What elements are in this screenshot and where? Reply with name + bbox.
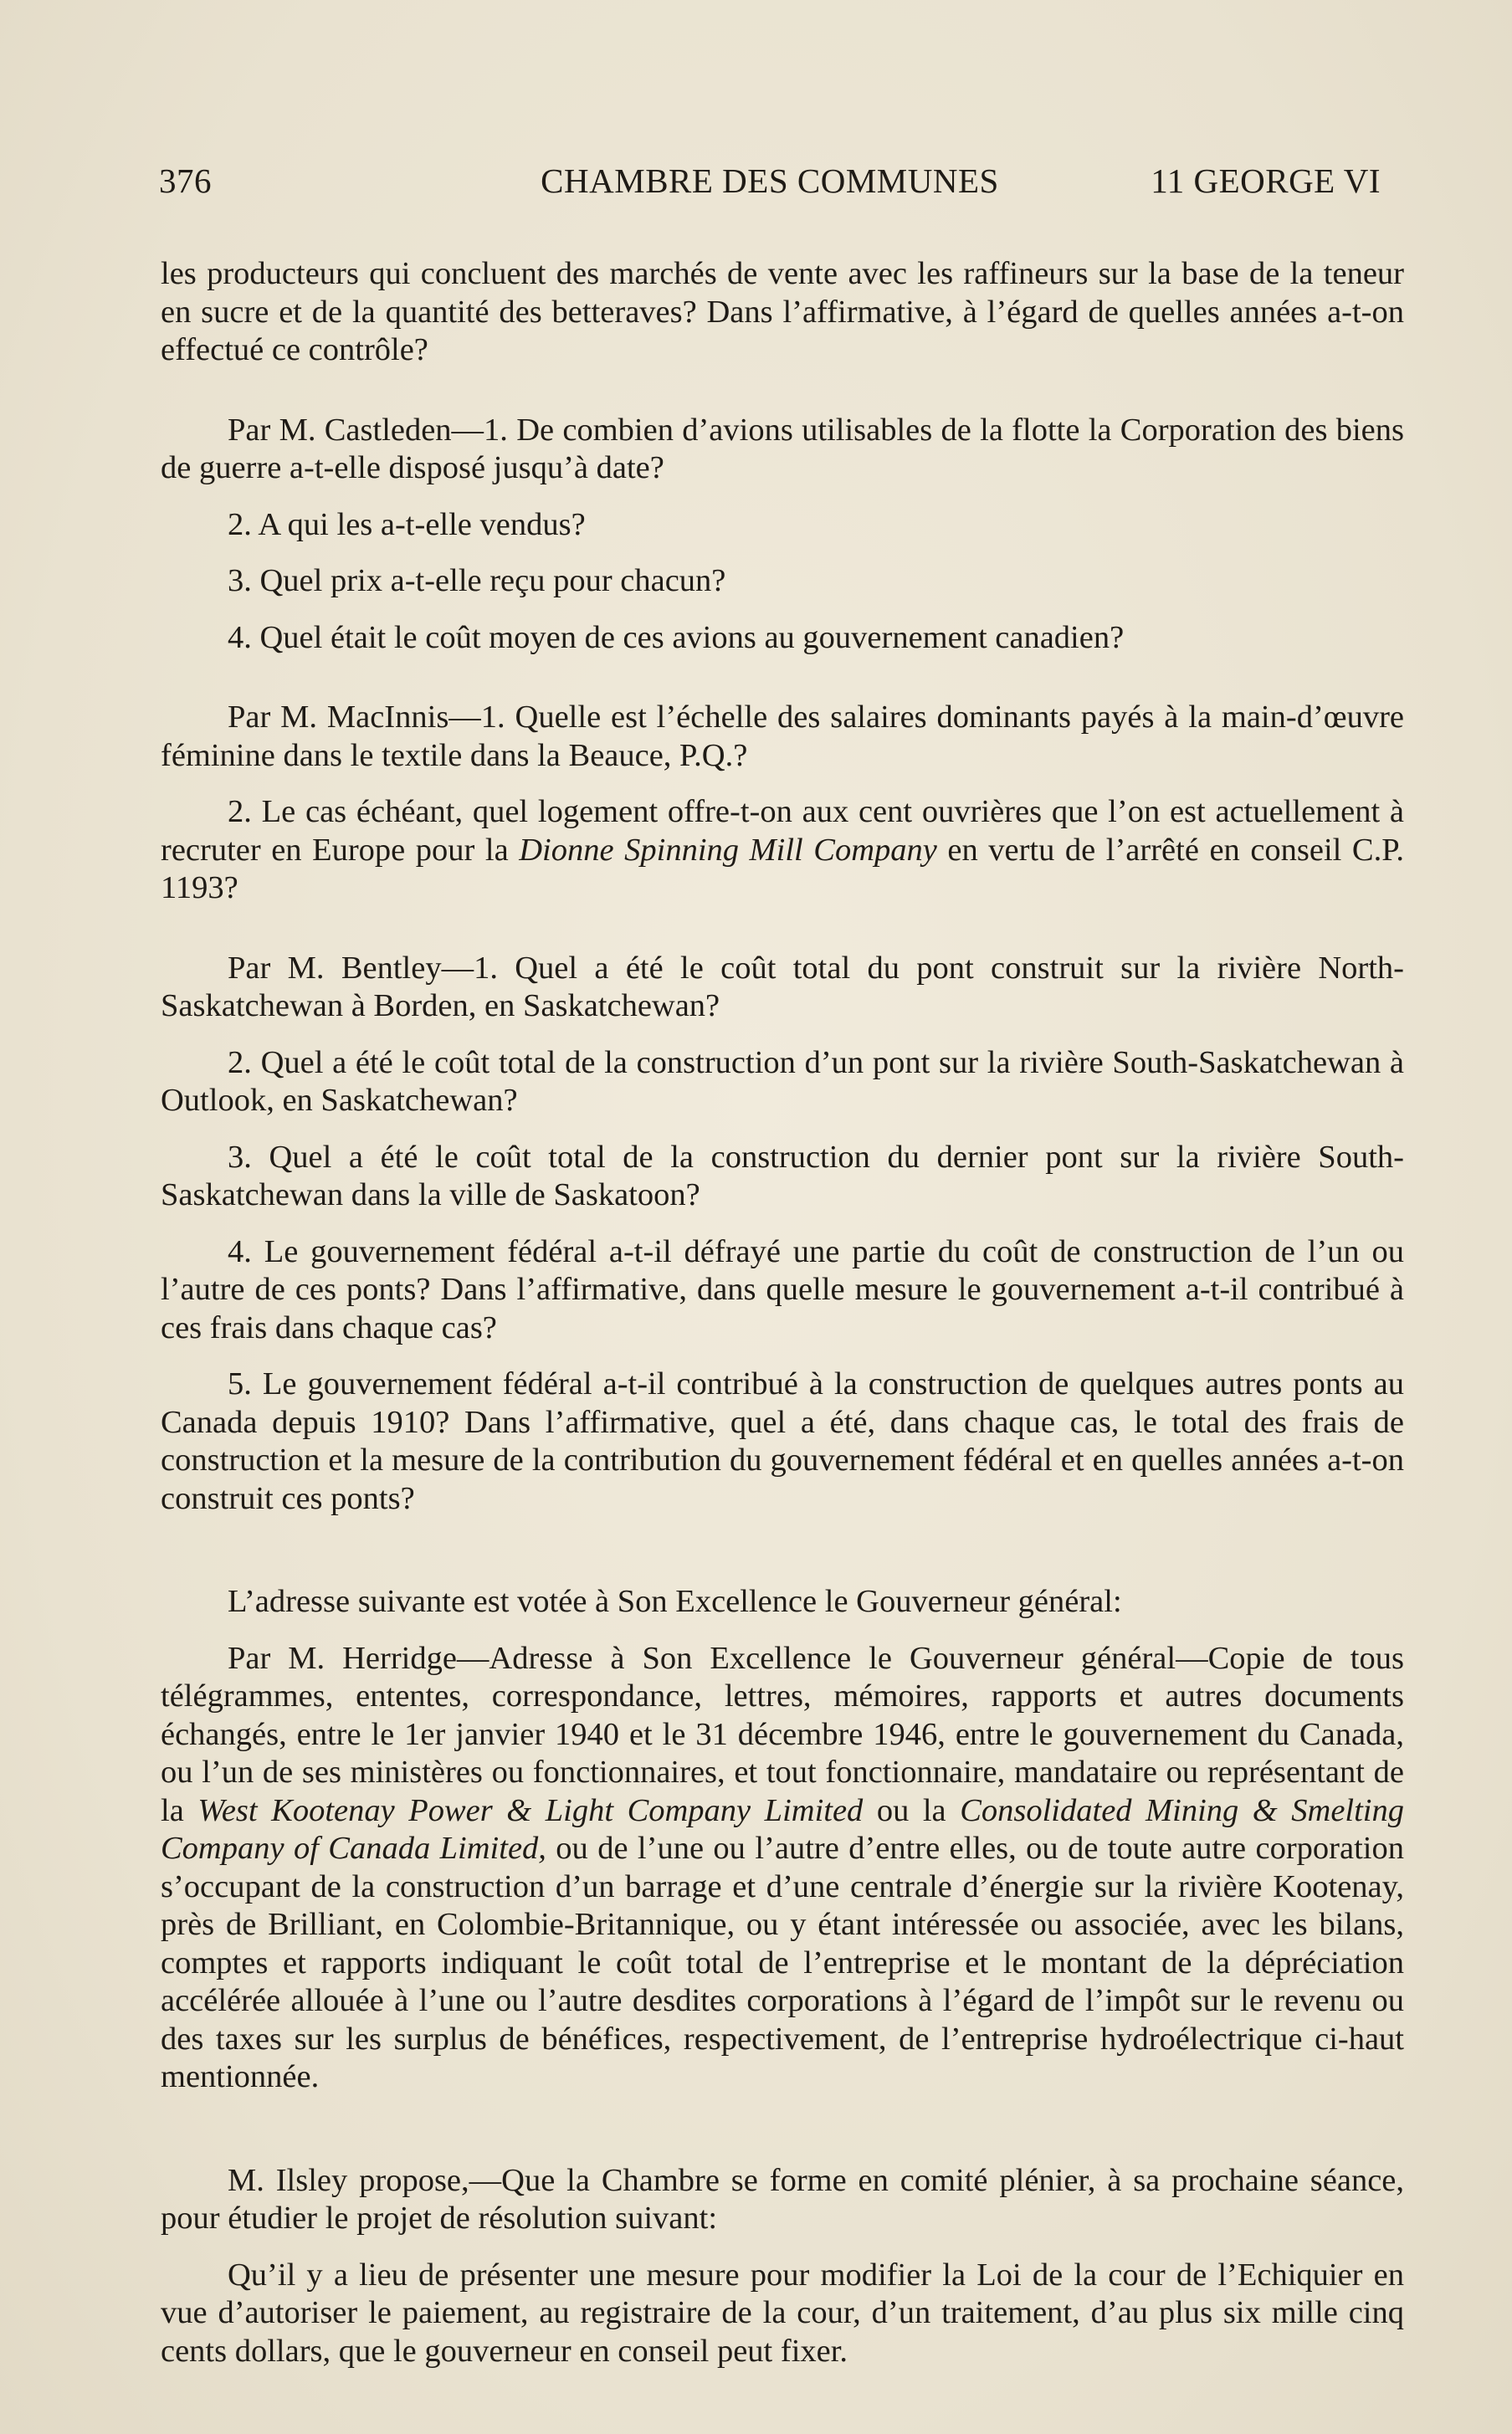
macinnis-q2-text-b: en vertu de l’arrêté en conseil C.P. 1193? (161, 832, 1404, 905)
herridge-text-3: ou de l’une ou l’autre d’entre elles, ou de toute autre corporation s’occupant de la construction d’un barrage et d’une centrale d’énergie sur la rivière Kootenay, près de Brilliant, en Colombie-Britannique, ou y étant intéressée ou associée, avec les bilans, comptes et rapports indiquant le coût total de l’entreprise et le montant de la dépréciation accélérée allouée à l’une ou l’autre desdites corporations à l’égard de l’impôt sur le revenu ou des taxes sur les surplus de bénéfices, respectivement, de l’entreprise hydroélectrique ci-haut mentionnée. (161, 1831, 1404, 2094)
herridge-text-1: Par M. Herridge—Adresse à Son Excellence le Gouverneur général—Copie de tous télégrammes, ententes, correspondance, lettres, mémoires, rapports et autres documents échangés, entre le 1er janvier 1940 et le 31 décembre 1946, entre le gouvernement du Canada, ou l’un de ses ministères ou fonctionnaires, et tout fonctionnaire, mandataire ou représentant de la (161, 1640, 1404, 1828)
address-intro: L’adresse suivante est votée à Son Excellence le Gouverneur général: (228, 1584, 1122, 1619)
macinnis-question-2 (161, 793, 1404, 908)
bentley-question-3: 3. Quel a été le coût total de la construction du dernier pont sur la rivière South-Saskatchewan dans la ville de Saskatoon? (161, 1139, 1404, 1212)
ilsley-resolution: Qu’il y a lieu de présenter une mesure pour modifier la Loi de la cour de l’Echiquier en vue d’autoriser le paiement, au registraire de la cour, d’un traitement, d’au plus six mille cinq cents dollars, que le gouverneur en conseil peut fixer. (161, 2257, 1404, 2369)
macinnis-q2-text-a: 2. Le cas échéant, quel logement offre-t-on aux cent ouvrières que l’on est actuellement à recruter en Europe pour la (161, 794, 1404, 868)
macinnis-question-1: Par M. MacInnis—1. Quelle est l’échelle des salaires dominants payés à la main-d’œuvre féminine dans le textile dans la Beauce, P.Q.? (161, 699, 1404, 773)
macinnis-q2-company: Dionne Spinning Mill Company (519, 832, 937, 868)
castleden-question-2: 2. A qui les a-t-elle vendus? (228, 506, 586, 542)
bentley-question-1: Par M. Bentley—1. Quel a été le coût total du pont construit sur la rivière North-Saskatchewan à Borden, en Saskatchewan? (161, 950, 1404, 1023)
herridge-text-2: ou la (863, 1792, 961, 1828)
herridge-company-1: West Kootenay Power & Light Company Limited (197, 1792, 864, 1828)
bentley-question-5: 5. Le gouvernement fédéral a-t-il contribué à la construction de quelques autres ponts au Canada depuis 1910? Dans l’affirmative, quel a été, dans chaque cas, le total des frais de construction et la mesure de la contribution du gouvernement fédéral et en quelles années a-t-on construit ces ponts? (161, 1366, 1404, 1516)
castleden-question-3: 3. Quel prix a-t-elle reçu pour chacun? (228, 563, 726, 598)
castleden-question-1: Par M. Castleden—1. De combien d’avions utilisables de la flotte la Corporation des biens de guerre a-t-elle disposé jusqu’à date? (161, 412, 1404, 485)
page-header (159, 161, 1381, 211)
page-number: 376 (159, 161, 212, 200)
page-body (161, 255, 1404, 2370)
reign-label: 11 GEORGE VI (1151, 161, 1381, 200)
intro-paragraph: les producteurs qui concluent des marchés de vente avec les raffineurs sur la base de la teneur en sucre et de la quantité des betteraves? Dans l’affirmative, à l’égard de quelles années a-t-on effectué ce contrôle? (161, 256, 1404, 367)
bentley-question-4: 4. Le gouvernement fédéral a-t-il défrayé une partie du coût de construction de l’un ou l’autre de ces ponts? Dans l’affirmative, dans quelle mesure le gouvernement a-t-il contribué à ces frais dans chaque cas? (161, 1233, 1404, 1345)
castleden-question-4: 4. Quel était le coût moyen de ces avions au gouvernement canadien? (228, 619, 1125, 655)
page-title: CHAMBRE DES COMMUNES (541, 161, 999, 200)
herridge-company-2: Consolidated Mining & Smelting Company of Canada Limited, (161, 1792, 1404, 1866)
herridge-address (161, 1640, 1404, 2097)
ilsley-motion: M. Ilsley propose,—Que la Chambre se forme en comité plénier, à sa prochaine séance, pour étudier le projet de résolution suivant: (161, 2162, 1404, 2236)
bentley-question-2: 2. Quel a été le coût total de la construction d’un pont sur la rivière South-Saskatchewan à Outlook, en Saskatchewan? (161, 1044, 1404, 1118)
